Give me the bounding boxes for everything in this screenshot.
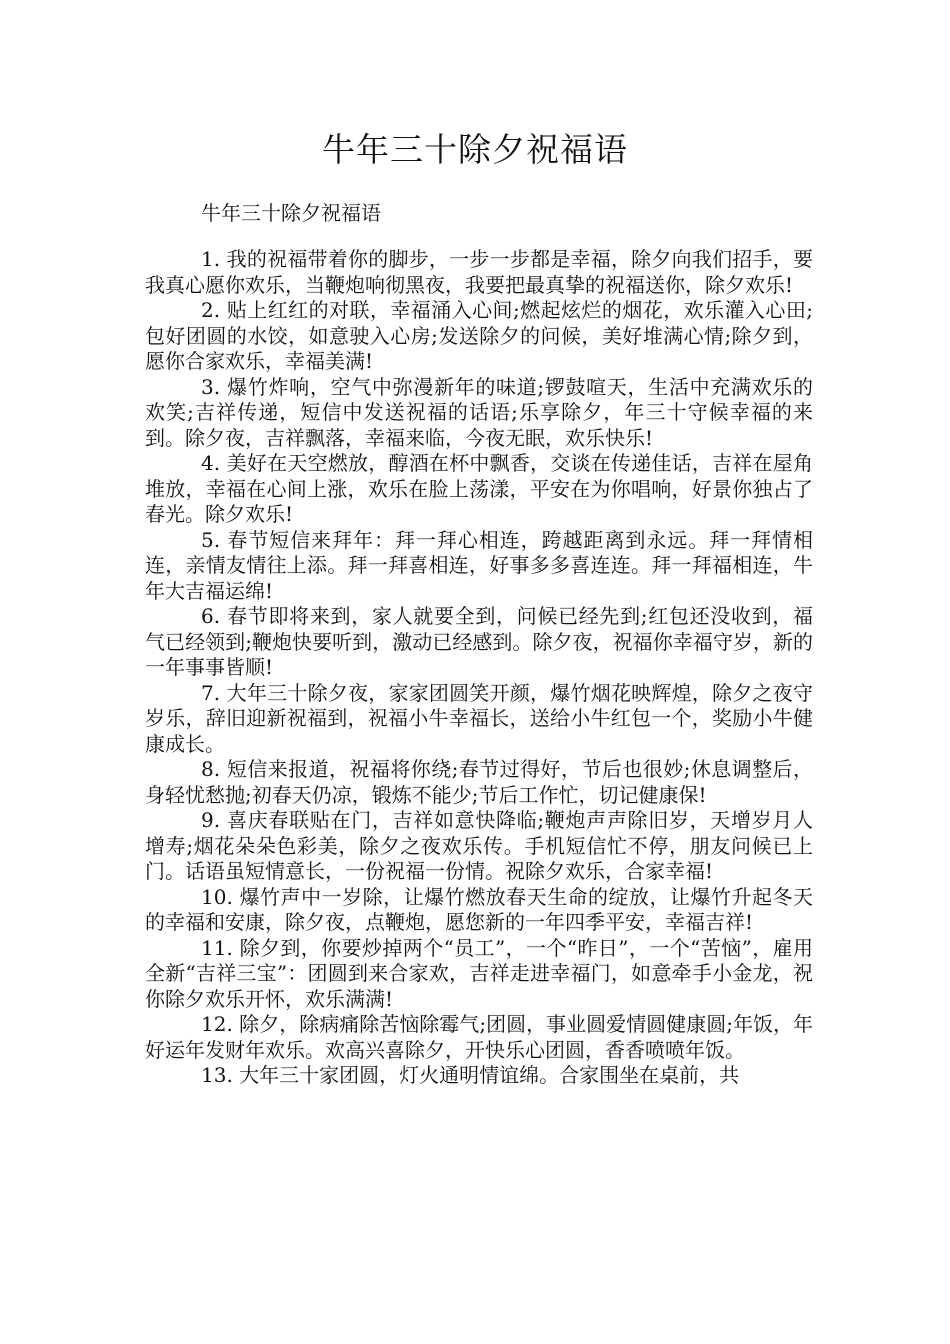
paragraph-6: 6. 春节即将来到，家人就要全到，问候已经先到;红包还没收到，福气已经领到;鞭炮快要听到，激动已经感到。除夕夜，祝福你幸福守岁，新的一年事事皆顺! <box>145 604 813 679</box>
document-title: 牛年三十除夕祝福语 <box>322 130 628 169</box>
document-body <box>145 247 813 1089</box>
paragraph-3: 3. 爆竹炸响，空气中弥漫新年的味道;锣鼓喧天，生活中充满欢乐的欢笑;吉祥传递，短信中发送祝福的话语;乐享除夕，年三十守候幸福的来到。除夕夜，吉祥飘落，幸福来临，今夜无眠，欢乐快乐! <box>145 374 813 450</box>
paragraph-2: 2. 贴上红红的对联，幸福涌入心间;燃起炫烂的烟花，欢乐灌入心田;包好团圆的水饺，如意驶入心房;发送除夕的问候，美好堆满心情;除夕到，愿你合家欢乐，幸福美满! <box>145 298 813 373</box>
paragraph-9: 9. 喜庆春联贴在门，吉祥如意快降临;鞭炮声声除旧岁，天增岁月人增寿;烟花朵朵色彩美，除夕之夜欢乐传。手机短信忙不停，朋友问候已上门。话语虽短情意长，一份祝福一份情。祝除夕欢乐，合家幸福! <box>145 808 813 883</box>
paragraph-4: 4. 美好在天空燃放，醇酒在杯中飘香，交谈在传递佳话，吉祥在屋角堆放，幸福在心间上涨，欢乐在脸上荡漾，平安在为你唱响，好景你独占了春光。除夕欢乐! <box>145 451 813 526</box>
paragraph-10: 10. 爆竹声中一岁除，让爆竹燃放春天生命的绽放，让爆竹升起冬天的幸福和安康，除夕夜，点鞭炮，愿您新的一年四季平安，幸福吉祥! <box>145 884 813 934</box>
paragraph-8: 8. 短信来报道，祝福将你绕;春节过得好，节后也很妙;休息调整后，身轻忧愁抛;初春天仍凉，锻炼不能少;节后工作忙，切记健康保! <box>145 757 813 807</box>
paragraph-5: 5. 春节短信来拜年：拜一拜心相连，跨越距离到永远。拜一拜情相连，亲情友情往上添。拜一拜喜相连，好事多多喜连连。拜一拜福相连，牛年大吉福运绵! <box>145 527 813 603</box>
paragraph-1: 1. 我的祝福带着你的脚步，一步一步都是幸福，除夕向我们招手，要我真心愿你欢乐，当鞭炮响彻黑夜，我要把最真挚的祝福送你，除夕欢乐! <box>145 247 813 297</box>
document-subtitle: 牛年三十除夕祝福语 <box>201 201 381 225</box>
paragraph-12: 12. 除夕，除病痛除苦恼除霉气;团圆，事业圆爱情圆健康圆;年饭，年好运年发财年欢乐。欢高兴喜除夕，开快乐心团圆，香香喷喷年饭。 <box>145 1012 813 1062</box>
paragraph-7: 7. 大年三十除夕夜，家家团圆笑开颜，爆竹烟花映辉煌，除夕之夜守岁乐，辞旧迎新祝福到，祝福小牛幸福长，送给小牛红包一个，奖励小牛健康成长。 <box>145 680 813 756</box>
paragraph-11: 11. 除夕到，你要炒掉两个“员工”，一个“昨日”，一个“苦恼”，雇用全新“吉祥三宝”：团圆到来合家欢，吉祥走进幸福门，如意牵手小金龙，祝你除夕欢乐开怀，欢乐满满! <box>145 935 813 1011</box>
paragraph-13: 13. 大年三十家团圆，灯火通明情谊绵。合家围坐在桌前，共 <box>201 1063 740 1087</box>
